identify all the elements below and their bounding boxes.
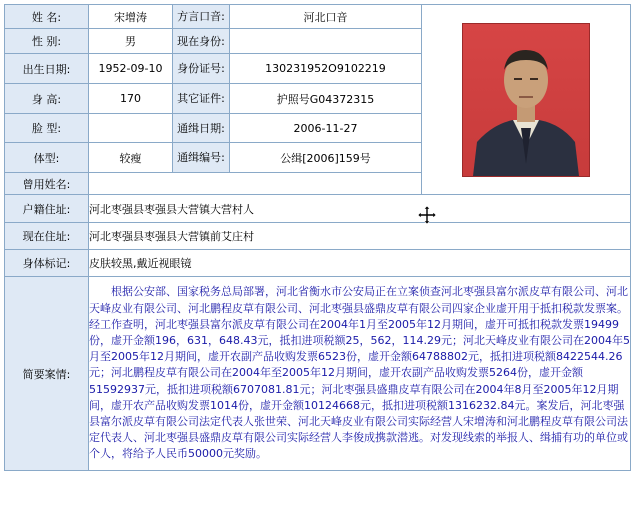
photo-cell: [422, 5, 631, 195]
build-value: 较瘦: [89, 143, 173, 173]
dialect-label: 方言口音:: [173, 5, 230, 29]
move-cursor-icon: [418, 206, 436, 224]
face-value: [89, 114, 173, 143]
build-label: 体型:: [5, 143, 89, 173]
height-label: 身 高:: [5, 84, 89, 114]
residence-value: [230, 29, 422, 54]
id-number-label: 身份证号:: [173, 54, 230, 84]
case-summary: 根据公安部、国家税务总局部署，河北省衡水市公安局正在立案侦查河北枣强县富尔派皮草有限公司、河北天峰皮业有限公司、河北鹏程皮草有限公司、河北枣强县盛鼎皮草有限公司四家企业虚开用于抵扣税款发票案。经工作查明，河北枣强县富尔派皮草有限公司在2004年1月至2005年12月期间，虚开可抵扣税款发票19499份，虚开金额196，631，648.43元，抵扣进项税额25，562，114.29元；河北天峰皮业有限公司在2004年5月至2005年12月期间，虚开农副产品收购发票6523份，虚开金额64788802元，抵扣进项税额8422544.26元；河北鹏程皮草有限公司在2004年至2005年12月期间，虚开农副产品收购发票5264份，虚开金额51592937元，抵扣进项税额6707081.81元；河北枣强县盛鼎皮草有限公司在2004年8月至2005年12月期间，虚开农产品收购发票1014份，虚开金额10124668元，抵扣进项税额1316232.84元。案发后，河北枣强县富尔派皮草有限公司法定代表人张世荣、河北天峰皮业有限公司实际经营人宋增涛和河北鹏程皮草有限公司法定代表人、河北枣强县盛鼎皮草有限公司实际经营人李俊成携款潜逃。对发现线索的举报人、缉捕有功的单位或个人，将给予人民币50000元奖励。: [89, 277, 631, 471]
gender-label: 性 别:: [5, 29, 89, 54]
case-label: 简要案情:: [5, 277, 89, 471]
gender-value: 男: [89, 29, 173, 54]
height-value: 170: [89, 84, 173, 114]
hukou-value: 河北枣强县枣强县大营镇大营村人: [89, 195, 631, 223]
address-label: 现在住址:: [5, 223, 89, 250]
wanted-date-value: 2006-11-27: [230, 114, 422, 143]
other-id-value: 护照号G04372315: [230, 84, 422, 114]
wanted-date-label: 通缉日期:: [173, 114, 230, 143]
birth-label: 出生日期:: [5, 54, 89, 84]
face-label: 脸 型:: [5, 114, 89, 143]
wanted-number-label: 通缉编号:: [173, 143, 230, 173]
suspect-photo: [462, 23, 590, 177]
residence-label: 现在身份:: [173, 29, 230, 54]
other-id-label: 其它证件:: [173, 84, 230, 114]
wanted-number-value: 公缉[2006]159号: [230, 143, 422, 173]
alias-value: [89, 173, 422, 195]
hukou-label: 户籍住址:: [5, 195, 89, 223]
wanted-person-record: [4, 4, 631, 471]
name-label: 姓 名:: [5, 5, 89, 29]
portrait-icon: [463, 24, 589, 176]
marks-value: 皮肤较黑,戴近视眼镜: [89, 250, 631, 277]
address-value: 河北枣强县枣强县大营镇前艾庄村: [89, 223, 631, 250]
dialect-value: 河北口音: [230, 5, 422, 29]
id-number-value: 130231952O9102219: [230, 54, 422, 84]
birth-value: 1952-09-10: [89, 54, 173, 84]
marks-label: 身体标记:: [5, 250, 89, 277]
name-value: 宋增涛: [89, 5, 173, 29]
alias-label: 曾用姓名:: [5, 173, 89, 195]
